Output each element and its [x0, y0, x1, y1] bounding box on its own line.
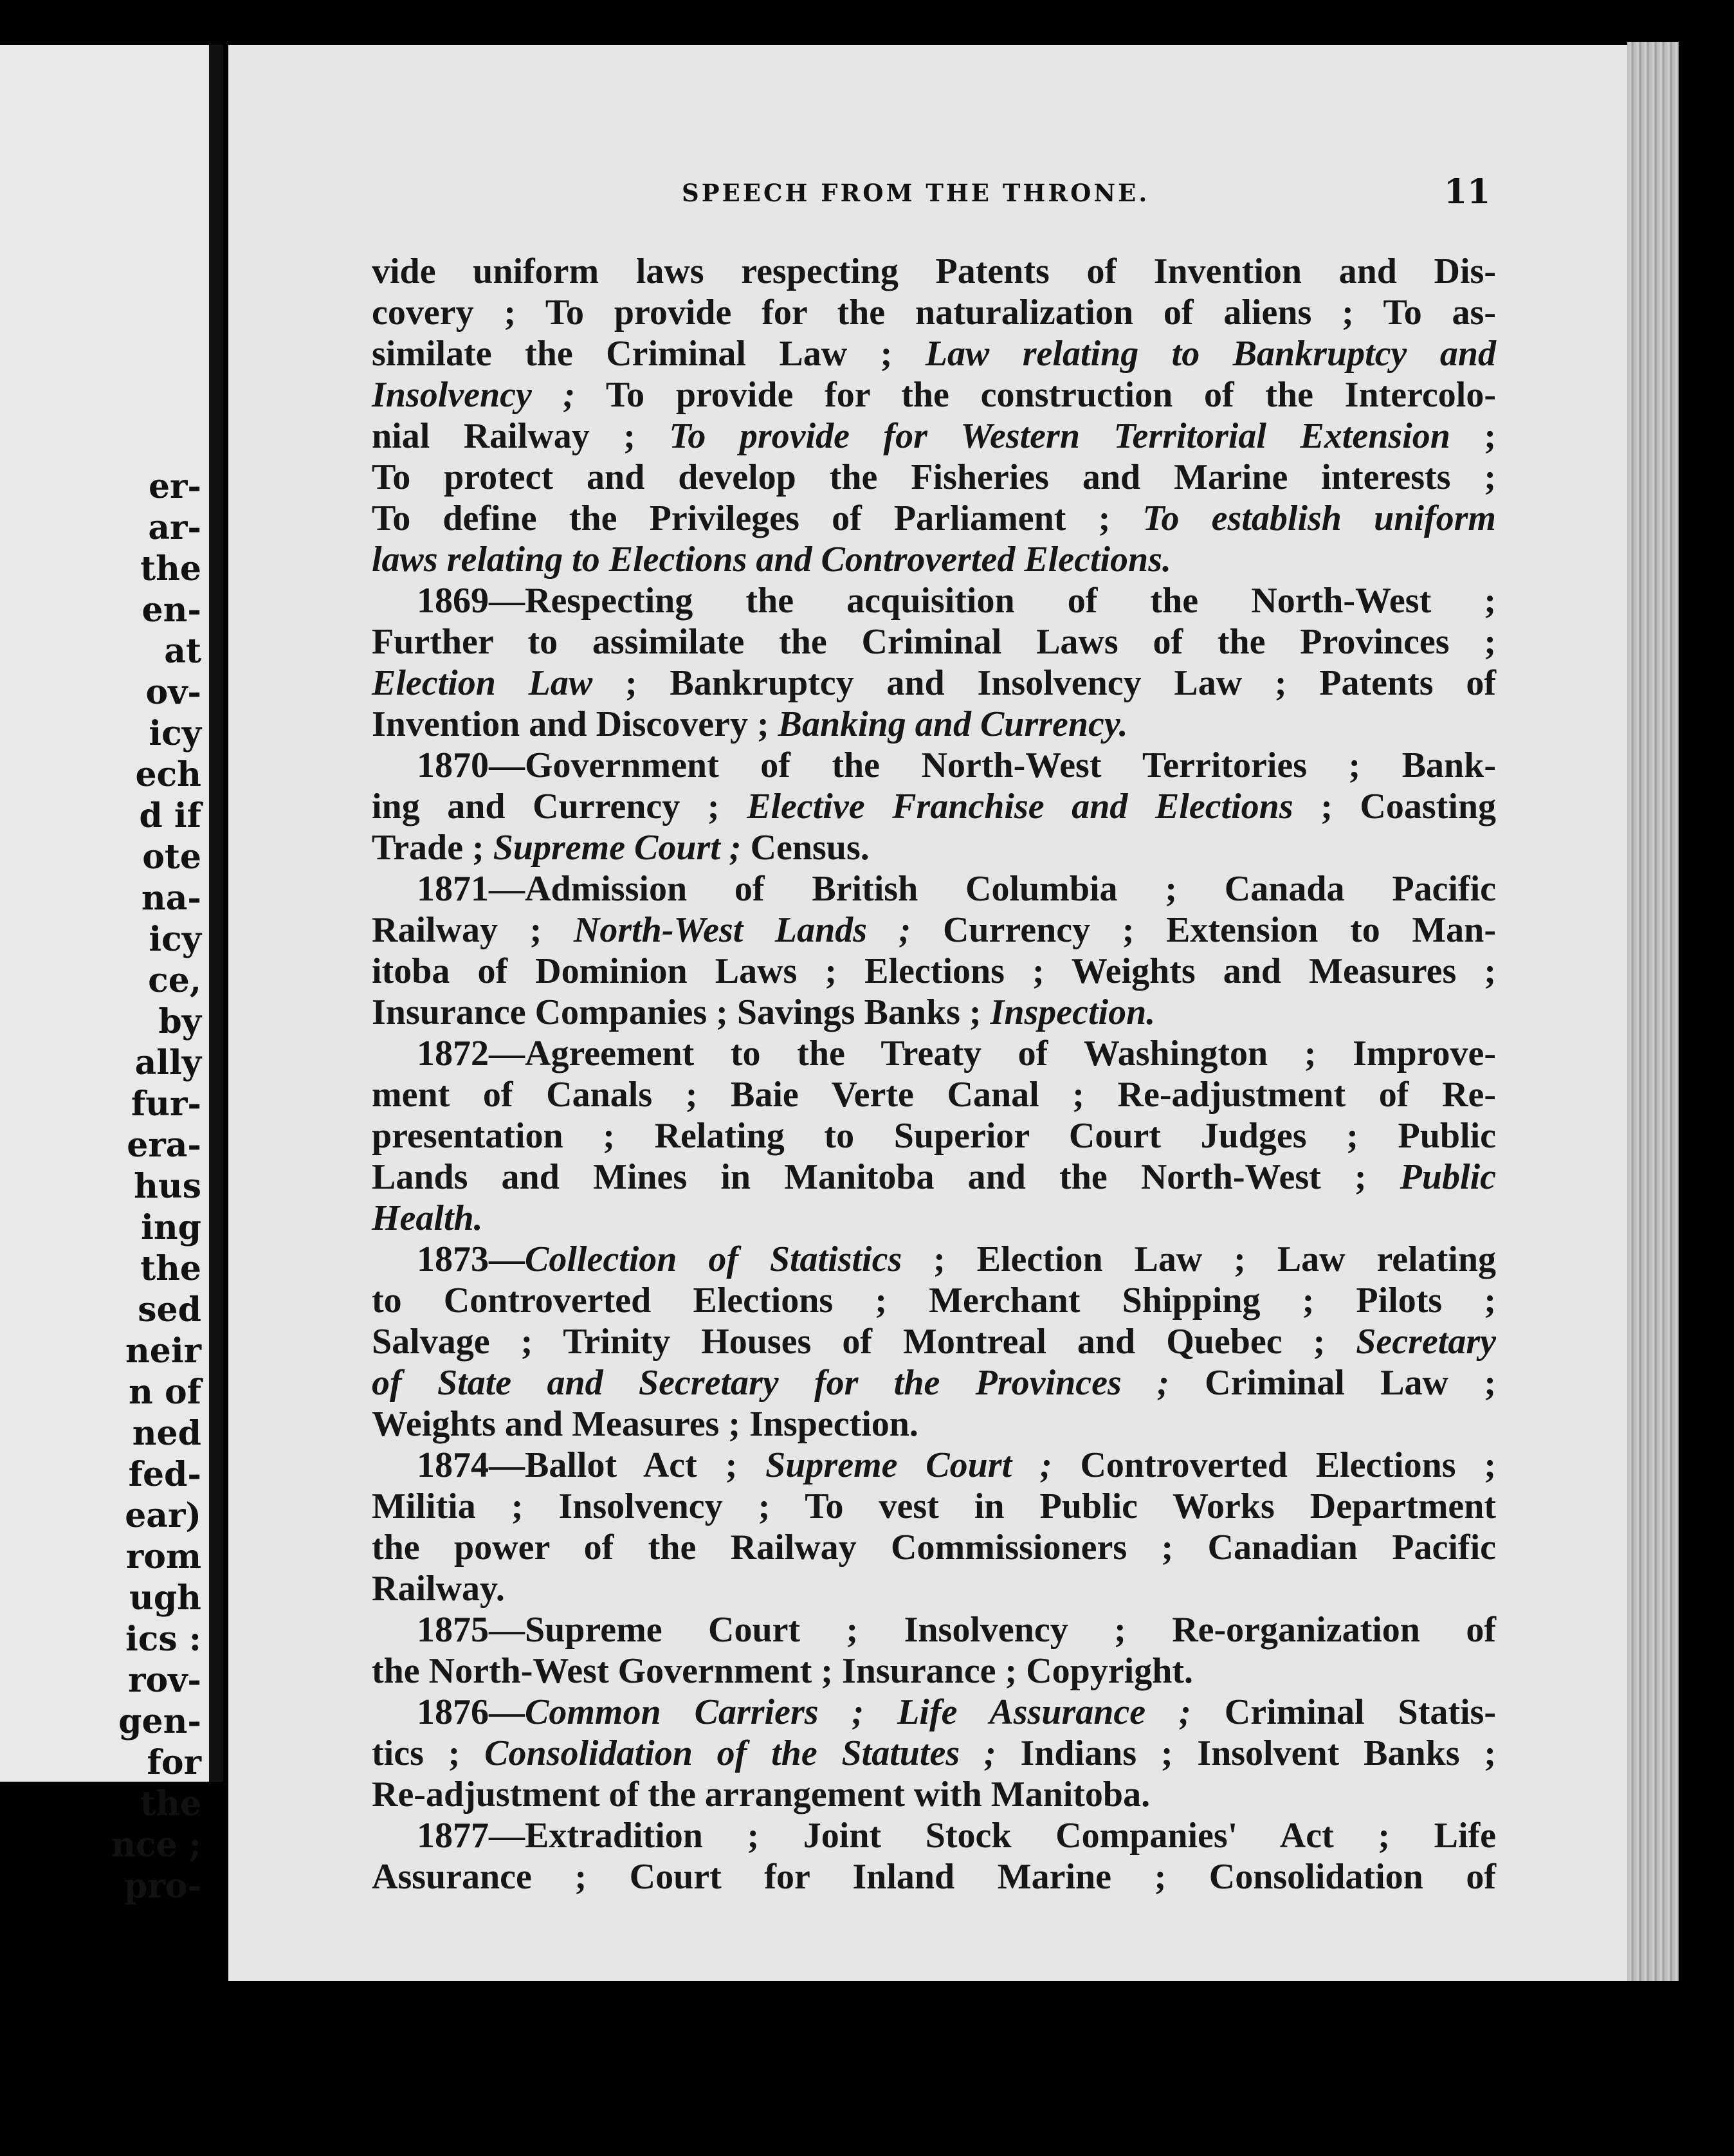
text-span: itoba of Dominion Laws ; Elections ; Weights and Measures ; — [372, 951, 1496, 991]
italic-text: North-West Lands ; — [573, 910, 911, 950]
text-line — [372, 580, 1496, 621]
text-span: ; Coasting — [1293, 787, 1497, 827]
italic-text: Public — [1400, 1157, 1496, 1197]
text-line — [372, 539, 1496, 580]
text-span: Insurance Companies ; Savings Banks ; — [372, 992, 990, 1032]
text-span: 1873— — [417, 1239, 525, 1279]
text-span: Salvage ; Trinity Houses of Montreal and Quebec ; — [372, 1322, 1356, 1362]
text-line — [372, 951, 1496, 992]
text-span: To provide for the construction of the Intercolo- — [575, 375, 1496, 415]
page-number: 11 — [1444, 172, 1491, 212]
text-span: Weights and Measures ; Inspection. — [372, 1404, 918, 1444]
text-line — [372, 1280, 1496, 1321]
text-line — [372, 1856, 1496, 1897]
text-span: 1871—Admission of British Columbia ; Canada Pacific — [417, 869, 1496, 909]
text-span: Indians ; Insolvent Banks ; — [996, 1733, 1497, 1773]
margin-fragment: er- — [148, 467, 201, 506]
text-span: 1872—Agreement to the Treaty of Washington ; Improve- — [417, 1034, 1496, 1073]
margin-fragment: by — [158, 1002, 201, 1041]
text-span: the power of the Railway Commissioners ; Canadian Pacific — [372, 1528, 1496, 1567]
margin-fragment: hus — [134, 1167, 201, 1206]
margin-fragment: icy — [149, 920, 201, 959]
margin-fragment: d if — [139, 796, 201, 836]
text-span: ; — [1450, 416, 1496, 456]
margin-fragment: icy — [149, 714, 201, 753]
italic-text: Banking and Currency. — [778, 704, 1128, 744]
italic-text: Health. — [372, 1198, 483, 1238]
margin-fragment: ar- — [148, 508, 201, 547]
margin-fragment: ech — [135, 755, 201, 794]
margin-fragment: ics : — [125, 1620, 201, 1659]
text-span: Invention and Discovery ; — [372, 704, 778, 744]
margin-fragment: the — [140, 1249, 201, 1288]
text-line — [372, 1156, 1496, 1198]
text-line — [372, 827, 1496, 868]
margin-fragment: fed- — [128, 1455, 201, 1494]
text-line — [372, 1445, 1496, 1486]
text-line — [372, 1568, 1496, 1609]
italic-text: Insolvency ; — [372, 375, 576, 415]
text-line — [372, 1774, 1496, 1815]
text-line — [372, 662, 1496, 704]
margin-fragment: pro- — [123, 1867, 201, 1906]
text-line — [372, 868, 1496, 909]
margin-fragment: at — [164, 632, 201, 671]
text-span: ment of Canals ; Baie Verte Canal ; Re-adjustment of Re- — [372, 1075, 1496, 1115]
margin-fragment: ally — [134, 1043, 201, 1083]
margin-fragment: ote — [142, 837, 201, 877]
margin-fragment: gen- — [118, 1702, 201, 1741]
text-span: To define the Privileges of Parliament ; — [372, 498, 1143, 538]
text-span: 1876— — [417, 1692, 525, 1732]
text-line — [372, 992, 1496, 1033]
text-line — [372, 1527, 1496, 1568]
italic-text: To establish uniform — [1142, 498, 1496, 538]
text-line — [372, 1609, 1496, 1650]
text-span: 1877—Extradition ; Joint Stock Companies' Act ; Life — [417, 1816, 1496, 1856]
text-span: nial Railway ; — [372, 416, 670, 456]
margin-fragment: rov- — [128, 1661, 201, 1700]
text-span: covery ; To provide for the naturalization of aliens ; To as- — [372, 293, 1496, 333]
text-span: ; Bankruptcy and Insolvency Law ; Patents of — [592, 663, 1496, 703]
text-line — [372, 1362, 1496, 1403]
text-line — [372, 374, 1496, 416]
book-gutter — [209, 45, 223, 1782]
text-line — [372, 745, 1496, 786]
italic-text: Elective Franchise and Elections — [747, 787, 1293, 827]
italic-text: Inspection. — [990, 992, 1156, 1032]
italic-text: laws relating to Elections and Controverted Elections. — [372, 540, 1171, 580]
text-line — [372, 1815, 1496, 1856]
margin-fragment: for — [147, 1743, 201, 1782]
text-span: Controverted Elections ; — [1052, 1445, 1496, 1485]
text-span: Railway. — [372, 1569, 505, 1609]
text-span: ; Election Law ; Law relating — [902, 1239, 1496, 1279]
text-line — [372, 1198, 1496, 1239]
text-line — [372, 292, 1496, 333]
text-span: similate the Criminal Law ; — [372, 334, 926, 374]
text-span: Currency ; Extension to Man- — [911, 910, 1496, 950]
margin-fragment: rom — [125, 1537, 201, 1576]
text-span: presentation ; Relating to Superior Court Judges ; Public — [372, 1116, 1496, 1156]
text-line — [372, 1733, 1496, 1774]
text-span: Re-adjustment of the arrangement with Manitoba. — [372, 1775, 1151, 1814]
margin-fragment: fur- — [131, 1084, 201, 1124]
margin-fragment: en- — [141, 590, 201, 630]
text-line — [372, 251, 1496, 292]
text-span: the North-West Government ; Insurance ; Copyright. — [372, 1651, 1193, 1691]
body-text — [372, 251, 1496, 1897]
margin-fragment: ned — [132, 1414, 201, 1453]
margin-fragment: neir — [125, 1331, 201, 1371]
margin-fragment: ov- — [145, 673, 201, 712]
text-span: Criminal Statis- — [1191, 1692, 1496, 1732]
text-line — [372, 1650, 1496, 1692]
text-span: Railway ; — [372, 910, 574, 950]
text-line — [372, 1115, 1496, 1156]
text-span: to Controverted Elections ; Merchant Shipping ; Pilots ; — [372, 1281, 1496, 1320]
italic-text: Law relating to Bankruptcy and — [925, 334, 1496, 374]
margin-fragment: the — [140, 1784, 201, 1823]
margin-fragment: na- — [141, 879, 201, 918]
text-line — [372, 333, 1496, 374]
italic-text: Supreme Court ; — [493, 828, 742, 868]
text-span: Trade ; — [372, 828, 493, 868]
text-span: 1874—Ballot Act ; — [417, 1445, 766, 1485]
text-line — [372, 1321, 1496, 1362]
text-span: tics ; — [372, 1733, 485, 1773]
italic-text: Consolidation of the Statutes ; — [484, 1733, 996, 1773]
text-line — [372, 621, 1496, 662]
text-span: 1875—Supreme Court ; Insolvency ; Re-organization of — [417, 1610, 1496, 1650]
text-line — [372, 1239, 1496, 1280]
text-span: Assurance ; Court for Inland Marine ; Consolidation of — [372, 1857, 1496, 1897]
previous-page-fragment — [0, 45, 209, 1906]
margin-fragment: ugh — [129, 1578, 201, 1618]
text-line — [372, 416, 1496, 457]
italic-text: To provide for Western Territorial Extension — [669, 416, 1450, 456]
page-edges — [1627, 42, 1679, 1981]
margin-fragment: the — [140, 549, 201, 589]
margin-fragment: era- — [127, 1126, 201, 1165]
text-span: 1870—Government of the North-West Territories ; Bank- — [417, 745, 1496, 785]
margin-fragment: n of — [129, 1373, 201, 1412]
text-line — [372, 909, 1496, 951]
margin-fragment: ing — [141, 1208, 201, 1247]
text-line — [372, 1033, 1496, 1074]
text-line — [372, 1403, 1496, 1445]
text-span: Further to assimilate the Criminal Laws of the Provinces ; — [372, 622, 1496, 662]
margin-fragment: nce ; — [111, 1825, 201, 1865]
text-line — [372, 1074, 1496, 1115]
text-span: vide uniform laws respecting Patents of Invention and Dis- — [372, 251, 1496, 291]
text-span: Census. — [741, 828, 870, 868]
italic-text: Common Carriers ; Life Assurance ; — [525, 1692, 1191, 1732]
text-span: Criminal Law ; — [1169, 1363, 1496, 1403]
text-line — [372, 1486, 1496, 1527]
text-span: Militia ; Insolvency ; To vest in Public Works Department — [372, 1486, 1496, 1526]
text-span: To protect and develop the Fisheries and Marine interests ; — [372, 457, 1496, 497]
text-span: ing and Currency ; — [372, 787, 747, 827]
text-span: Lands and Mines in Manitoba and the North-West ; — [372, 1157, 1400, 1197]
italic-text: Collection of Statistics — [525, 1239, 902, 1279]
italic-text: Election Law — [372, 663, 593, 703]
text-line — [372, 786, 1496, 827]
italic-text: Secretary — [1356, 1322, 1496, 1362]
text-line — [372, 1692, 1496, 1733]
margin-fragment: ear) — [125, 1496, 201, 1535]
text-line — [372, 457, 1496, 498]
italic-text: of State and Secretary for the Provinces ; — [372, 1363, 1169, 1403]
text-line — [372, 498, 1496, 539]
running-head: SPEECH FROM THE THRONE. — [682, 179, 1150, 207]
text-span: 1869—Respecting the acquisition of the North-West ; — [417, 581, 1496, 621]
margin-fragment: sed — [138, 1290, 201, 1329]
text-line — [372, 704, 1496, 745]
margin-fragment: ce, — [148, 961, 201, 1000]
italic-text: Supreme Court ; — [765, 1445, 1052, 1485]
